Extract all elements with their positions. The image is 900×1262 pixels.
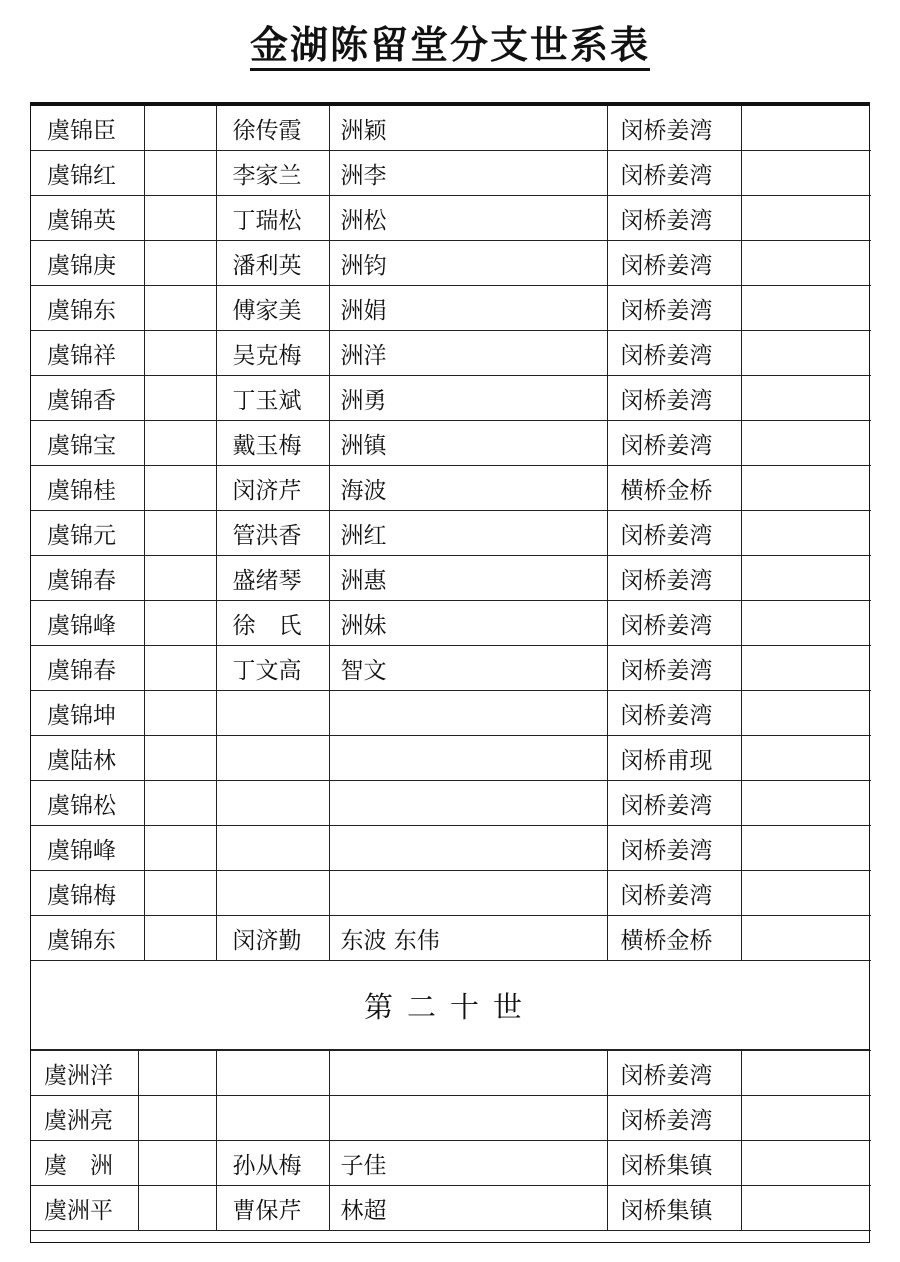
place-cell: 闵桥姜湾 xyxy=(607,1096,741,1141)
blank-cell xyxy=(144,466,216,511)
blank-cell xyxy=(144,196,216,241)
name-cell: 虞洲洋 xyxy=(31,1051,138,1096)
table-row xyxy=(31,601,871,646)
blank-cell xyxy=(741,466,871,511)
children-cell: 子佳 xyxy=(329,1141,607,1186)
place-cell: 横桥金桥 xyxy=(607,916,741,961)
children-cell: 洲红 xyxy=(329,511,607,556)
name-cell: 虞锦松 xyxy=(31,781,144,826)
name-cell: 虞锦春 xyxy=(31,556,144,601)
children-cell: 洲钧 xyxy=(329,241,607,286)
place-cell: 闵桥姜湾 xyxy=(607,106,741,151)
children-cell: 洲娟 xyxy=(329,286,607,331)
children-cell xyxy=(329,781,607,826)
place-cell: 闵桥姜湾 xyxy=(607,511,741,556)
genealogy-table-20 xyxy=(31,1050,871,1231)
spouse-cell: 徐传霞 xyxy=(216,106,329,151)
blank-cell xyxy=(144,421,216,466)
blank-cell xyxy=(741,1186,871,1231)
place-cell: 闵桥姜湾 xyxy=(607,286,741,331)
table-row xyxy=(31,376,871,421)
blank-cell xyxy=(741,871,871,916)
spouse-cell: 曹保芹 xyxy=(216,1186,329,1231)
spouse-cell xyxy=(216,691,329,736)
spouse-cell: 吴克梅 xyxy=(216,331,329,376)
table-row xyxy=(31,916,871,961)
place-cell: 闵桥姜湾 xyxy=(607,691,741,736)
spouse-cell: 傅家美 xyxy=(216,286,329,331)
children-cell xyxy=(329,1096,607,1141)
blank-cell xyxy=(144,511,216,556)
table-row xyxy=(31,196,871,241)
place-cell: 闵桥集镇 xyxy=(607,1141,741,1186)
place-cell: 闵桥姜湾 xyxy=(607,241,741,286)
blank-cell xyxy=(741,286,871,331)
genealogy-table-19 xyxy=(31,106,871,961)
blank-cell xyxy=(144,781,216,826)
place-cell: 闵桥姜湾 xyxy=(607,556,741,601)
blank-cell xyxy=(138,1186,216,1231)
blank-cell xyxy=(741,376,871,421)
table-row xyxy=(31,151,871,196)
name-cell: 虞锦桂 xyxy=(31,466,144,511)
place-cell: 闵桥姜湾 xyxy=(607,331,741,376)
blank-cell xyxy=(144,241,216,286)
spouse-cell: 管洪香 xyxy=(216,511,329,556)
blank-cell xyxy=(144,331,216,376)
blank-cell xyxy=(144,916,216,961)
blank-cell xyxy=(138,1141,216,1186)
blank-cell xyxy=(741,421,871,466)
blank-cell xyxy=(741,511,871,556)
name-cell: 虞锦峰 xyxy=(31,601,144,646)
table-row xyxy=(31,556,871,601)
place-cell: 闵桥姜湾 xyxy=(607,376,741,421)
blank-cell xyxy=(741,691,871,736)
name-cell: 虞锦臣 xyxy=(31,106,144,151)
name-cell: 虞锦坤 xyxy=(31,691,144,736)
name-cell: 虞洲平 xyxy=(31,1186,138,1231)
name-cell: 虞锦香 xyxy=(31,376,144,421)
generation-row xyxy=(31,961,869,1050)
children-cell xyxy=(329,826,607,871)
blank-cell xyxy=(144,376,216,421)
children-cell: 洲洋 xyxy=(329,331,607,376)
children-cell: 洲妹 xyxy=(329,601,607,646)
spouse-cell: 盛绪琴 xyxy=(216,556,329,601)
table-row xyxy=(31,736,871,781)
children-cell: 智文 xyxy=(329,646,607,691)
children-cell xyxy=(329,691,607,736)
spouse-cell: 丁文高 xyxy=(216,646,329,691)
place-cell: 闵桥集镇 xyxy=(607,1186,741,1231)
place-cell: 闵桥姜湾 xyxy=(607,871,741,916)
blank-cell xyxy=(144,106,216,151)
blank-cell xyxy=(741,106,871,151)
children-cell: 洲松 xyxy=(329,196,607,241)
blank-cell xyxy=(741,1051,871,1096)
table-row xyxy=(31,286,871,331)
table-row xyxy=(31,1096,871,1141)
spouse-cell xyxy=(216,1051,329,1096)
spouse-cell: 闵济勤 xyxy=(216,916,329,961)
blank-cell xyxy=(741,736,871,781)
children-cell: 海波 xyxy=(329,466,607,511)
spouse-cell: 戴玉梅 xyxy=(216,421,329,466)
place-cell: 横桥金桥 xyxy=(607,466,741,511)
place-cell: 闵桥姜湾 xyxy=(607,151,741,196)
children-cell xyxy=(329,871,607,916)
place-cell: 闵桥姜湾 xyxy=(607,601,741,646)
table-row xyxy=(31,1051,871,1096)
blank-cell xyxy=(138,1051,216,1096)
table-row xyxy=(31,466,871,511)
table-row xyxy=(31,871,871,916)
children-cell: 洲镇 xyxy=(329,421,607,466)
blank-cell xyxy=(741,781,871,826)
children-cell: 洲惠 xyxy=(329,556,607,601)
blank-cell xyxy=(741,1096,871,1141)
children-cell: 洲颖 xyxy=(329,106,607,151)
table-row xyxy=(31,781,871,826)
place-cell: 闵桥甫现 xyxy=(607,736,741,781)
place-cell: 闵桥姜湾 xyxy=(607,196,741,241)
name-cell: 虞锦东 xyxy=(31,916,144,961)
children-cell xyxy=(329,1051,607,1096)
name-cell: 虞锦春 xyxy=(31,646,144,691)
blank-cell xyxy=(144,826,216,871)
name-cell: 虞洲亮 xyxy=(31,1096,138,1141)
spouse-cell: 徐 氏 xyxy=(216,601,329,646)
name-cell: 虞锦祥 xyxy=(31,331,144,376)
name-cell: 虞锦梅 xyxy=(31,871,144,916)
name-cell: 虞锦宝 xyxy=(31,421,144,466)
name-cell: 虞锦红 xyxy=(31,151,144,196)
name-cell: 虞 洲 xyxy=(31,1141,138,1186)
spouse-cell: 李家兰 xyxy=(216,151,329,196)
rows-20 xyxy=(31,1051,871,1231)
table-row xyxy=(31,826,871,871)
page-title-text: 金湖陈留堂分支世系表 xyxy=(250,23,650,71)
children-cell: 洲李 xyxy=(329,151,607,196)
table-row xyxy=(31,106,871,151)
generation-header-table xyxy=(31,961,869,1050)
table-row xyxy=(31,691,871,736)
table-row xyxy=(31,646,871,691)
blank-cell xyxy=(741,241,871,286)
genealogy-sheet xyxy=(30,102,870,1243)
place-cell: 闵桥姜湾 xyxy=(607,781,741,826)
place-cell: 闵桥姜湾 xyxy=(607,1051,741,1096)
blank-cell xyxy=(138,1096,216,1141)
name-cell: 虞锦英 xyxy=(31,196,144,241)
spouse-cell xyxy=(216,736,329,781)
spouse-cell: 丁瑞松 xyxy=(216,196,329,241)
blank-cell xyxy=(144,871,216,916)
spouse-cell: 孙从梅 xyxy=(216,1141,329,1186)
name-cell: 虞锦东 xyxy=(31,286,144,331)
table-row xyxy=(31,1186,871,1231)
blank-cell xyxy=(741,646,871,691)
table-row xyxy=(31,331,871,376)
blank-cell xyxy=(741,1141,871,1186)
blank-cell xyxy=(741,331,871,376)
children-cell: 林超 xyxy=(329,1186,607,1231)
spouse-cell: 丁玉斌 xyxy=(216,376,329,421)
blank-cell xyxy=(144,646,216,691)
blank-cell xyxy=(741,151,871,196)
name-cell: 虞锦元 xyxy=(31,511,144,556)
spouse-cell: 潘利英 xyxy=(216,241,329,286)
blank-cell xyxy=(741,196,871,241)
spouse-cell xyxy=(216,826,329,871)
blank-cell xyxy=(741,556,871,601)
blank-cell xyxy=(741,601,871,646)
blank-cell xyxy=(741,826,871,871)
blank-cell xyxy=(741,916,871,961)
place-cell: 闵桥姜湾 xyxy=(607,646,741,691)
name-cell: 虞锦峰 xyxy=(31,826,144,871)
blank-cell xyxy=(144,286,216,331)
spouse-cell xyxy=(216,781,329,826)
place-cell: 闵桥姜湾 xyxy=(607,826,741,871)
name-cell: 虞陆林 xyxy=(31,736,144,781)
generation-label: 第二十世 xyxy=(31,961,869,1050)
name-cell: 虞锦庚 xyxy=(31,241,144,286)
spouse-cell: 闵济芹 xyxy=(216,466,329,511)
blank-cell xyxy=(144,151,216,196)
children-cell: 东波 东伟 xyxy=(329,916,607,961)
blank-cell xyxy=(144,691,216,736)
blank-cell xyxy=(144,556,216,601)
blank-cell xyxy=(144,736,216,781)
table-row xyxy=(31,241,871,286)
blank-cell xyxy=(144,601,216,646)
table-row xyxy=(31,421,871,466)
table-row xyxy=(31,1141,871,1186)
children-cell xyxy=(329,736,607,781)
spouse-cell xyxy=(216,1096,329,1141)
spouse-cell xyxy=(216,871,329,916)
place-cell: 闵桥姜湾 xyxy=(607,421,741,466)
children-cell: 洲勇 xyxy=(329,376,607,421)
table-row xyxy=(31,511,871,556)
rows-19 xyxy=(31,106,871,961)
page-title xyxy=(0,14,900,69)
